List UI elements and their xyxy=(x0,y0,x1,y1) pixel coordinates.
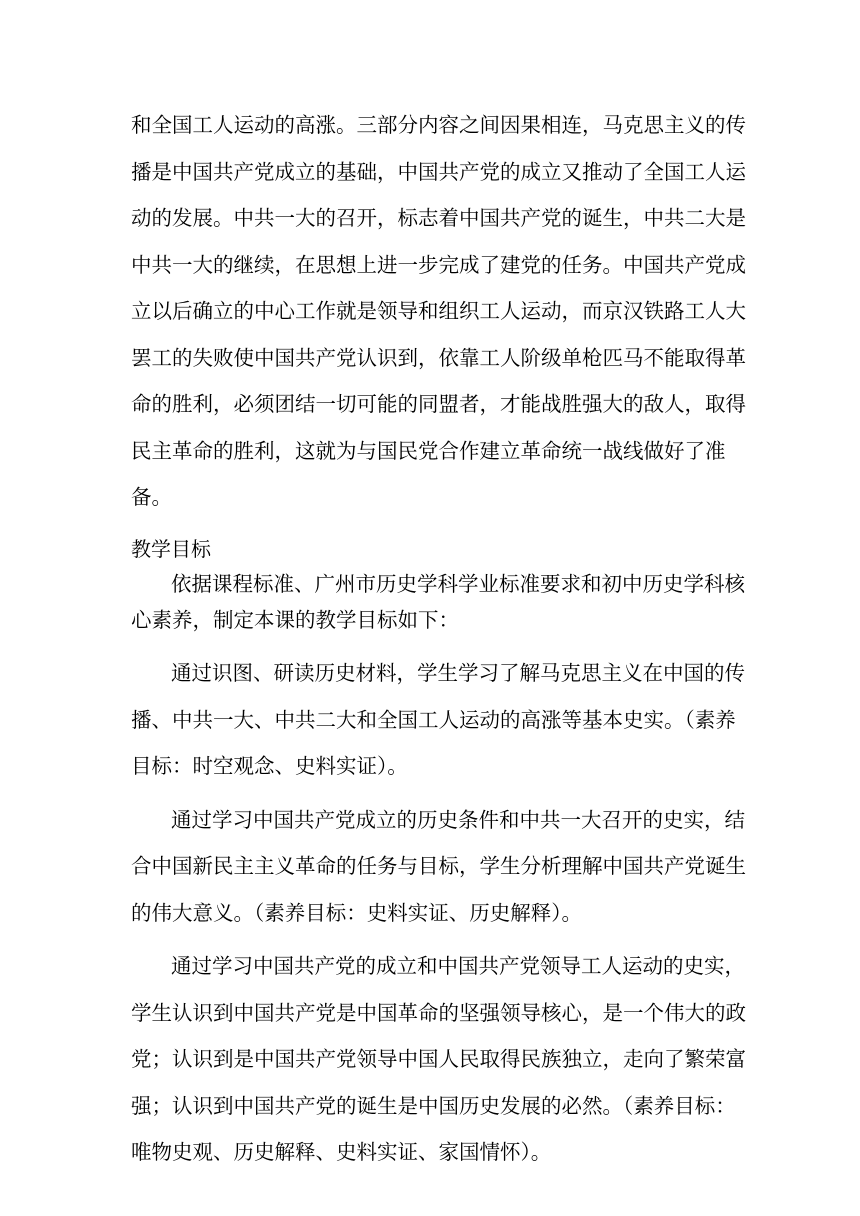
paragraph-1-line-2: 播是中国共产党成立的基础，中国共产党的成立又推动了全国工人运 xyxy=(131,160,746,184)
paragraph-5-line-2: 学生认识到中国共产党是中国革命的坚强领导核心，是一个伟大的政 xyxy=(131,1001,746,1025)
paragraph-2-line-1: 依据课程标准、广州市历史学科学业标准要求和初中历史学科核 xyxy=(171,572,745,596)
paragraph-5-line-1: 通过学习中国共产党的成立和中国共产党领导工人运动的史实， xyxy=(171,954,745,978)
paragraph-4-line-3: 的伟大意义。（素养目标：史料实证、历史解释）。 xyxy=(131,901,582,925)
paragraph-1-line-4: 中共一大的继续，在思想上进一步完成了建党的任务。中国共产党成 xyxy=(131,253,746,277)
paragraph-1-line-7: 命的胜利，必须团结一切可能的同盟者，才能战胜强大的敌人，取得 xyxy=(131,392,746,416)
paragraph-5-line-5: 唯物史观、历史解释、史料实证、家国情怀）。 xyxy=(131,1140,552,1164)
paragraph-1-line-5: 立以后确立的中心工作就是领导和组织工人运动，而京汉铁路工人大 xyxy=(131,299,746,323)
section-heading: 教学目标 xyxy=(131,537,211,561)
paragraph-4-line-2: 合中国新民主主义革命的任务与目标，学生分析理解中国共产党诞生 xyxy=(131,854,746,878)
paragraph-4-line-1: 通过学习中国共产党成立的历史条件和中共一大召开的史实，结 xyxy=(171,808,745,832)
paragraph-1-line-3: 动的发展。中共一大的召开，标志着中国共产党的诞生，中共二大是 xyxy=(131,206,746,230)
paragraph-3-line-2: 播、中共一大、中共二大和全国工人运动的高涨等基本史实。（素养 xyxy=(131,708,736,732)
paragraph-3-line-3: 目标：时空观念、史料实证）。 xyxy=(131,754,408,778)
paragraph-1-line-9: 备。 xyxy=(131,485,172,509)
paragraph-1-line-6: 罢工的失败使中国共产党认识到，依靠工人阶级单枪匹马不能取得革 xyxy=(131,346,746,370)
paragraph-5-line-3: 党；认识到是中国共产党领导中国人民取得民族独立，走向了繁荣富 xyxy=(131,1047,746,1071)
paragraph-1-line-1: 和全国工人运动的高涨。三部分内容之间因果相连，马克思主义的传 xyxy=(131,113,746,137)
paragraph-5-line-4: 强；认识到中国共产党的诞生是中国历史发展的必然。（素养目标： xyxy=(131,1094,736,1118)
paragraph-3-line-1: 通过识图、研读历史材料，学生学习了解马克思主义在中国的传 xyxy=(171,661,745,685)
paragraph-2-line-2: 心素养，制定本课的教学目标如下： xyxy=(131,608,459,632)
paragraph-1-line-8: 民主革命的胜利，这就为与国民党合作建立革命统一战线做好了准 xyxy=(131,439,726,463)
